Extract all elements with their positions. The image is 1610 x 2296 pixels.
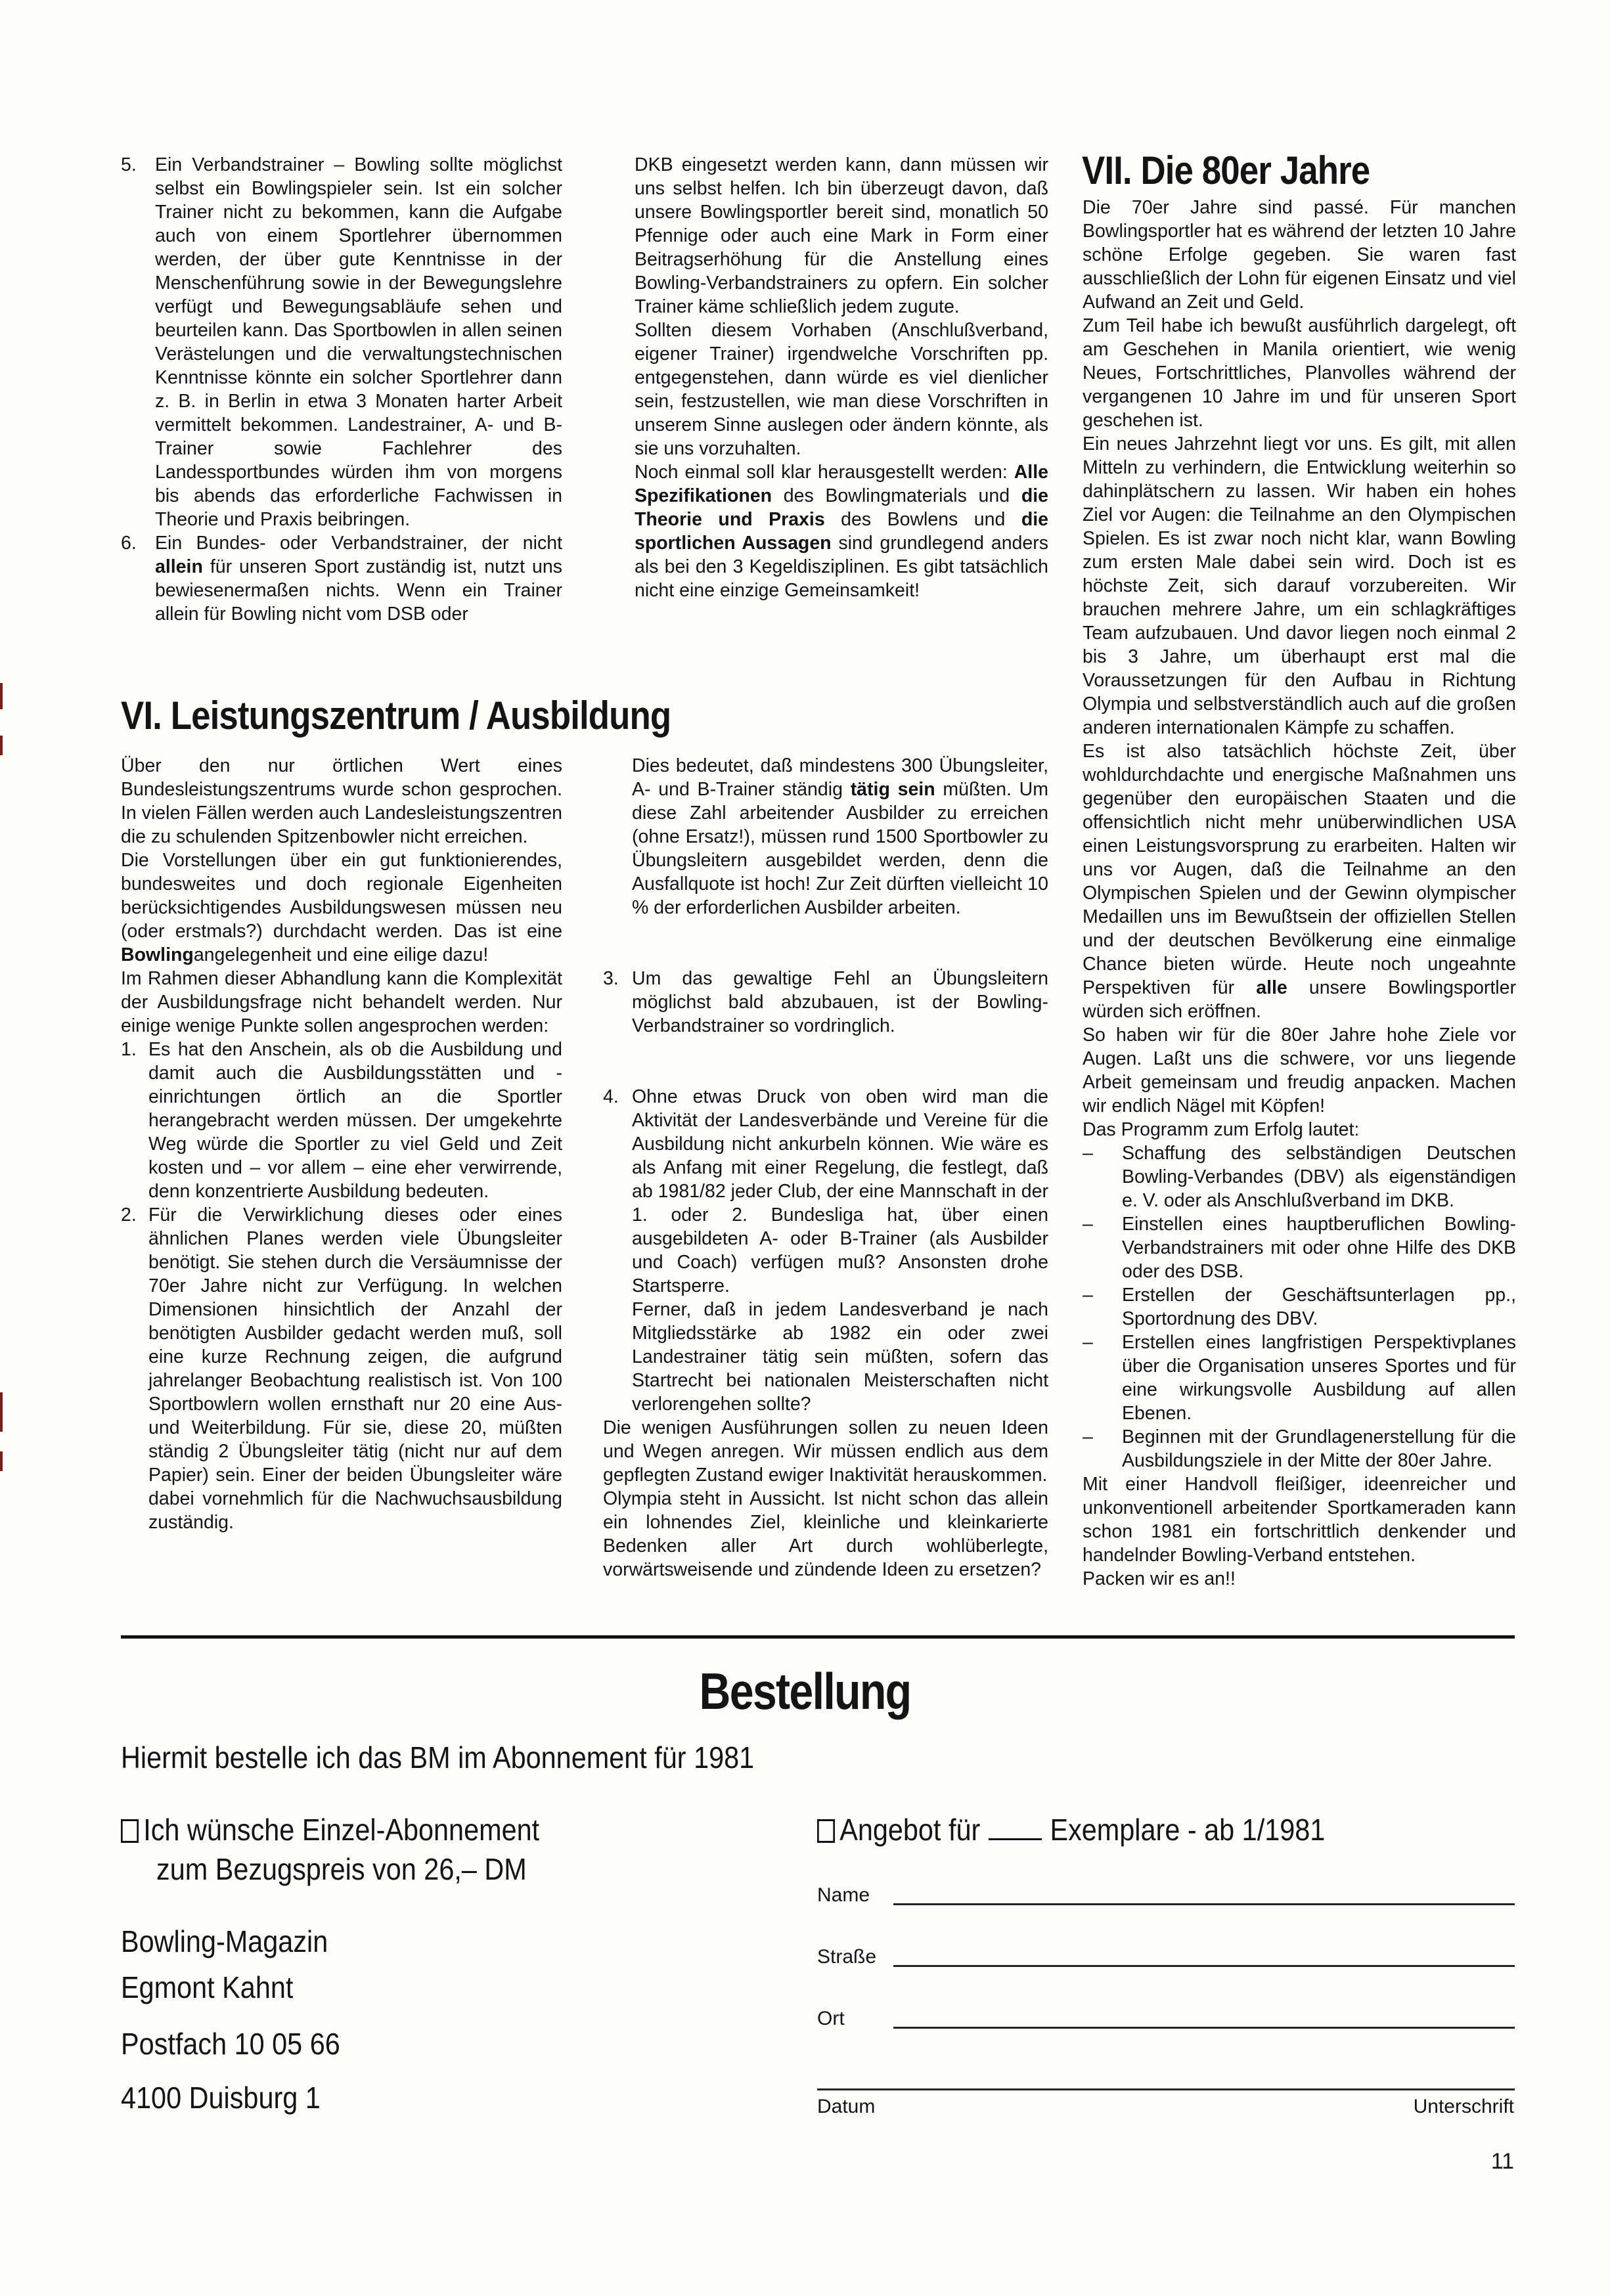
list-number: 3. <box>603 968 619 989</box>
paragraph: Olympia steht in Aussicht. Ist nicht schon das allein ein lohnendes Ziel, kleinliche und kleinkarierte Bedenken aller Art durch wohlüberlegte, vorwärtsweisende und zündende Ideen zu ersetzen? <box>603 1488 1048 1580</box>
text: Die Vorstellungen über ein gut funktionierendes, bundesweites und doch regionale Eigenheiten berücksichtigendes Ausbildungswesen müssen neu (oder erstmals?) durchdacht werden. Das ist eine <box>121 850 562 942</box>
list-item-4 <box>603 1085 1048 1416</box>
option-bulk-offer[interactable] <box>817 1811 1325 1848</box>
list-item-6 <box>121 531 562 626</box>
program-item <box>1083 1141 1516 1212</box>
option-label: Angebot für <box>839 1813 981 1847</box>
column-2-top <box>635 153 1048 602</box>
text: des Bowlingmaterials und <box>772 485 1021 506</box>
list-number: 2. <box>121 1204 137 1225</box>
paragraph: DKB eingesetzt werden kann, dann müssen wir uns selbst helfen. Ich bin überzeugt davon, daß unsere Bowlingsportler bereit sind, monatlich 50 Pfennige oder auch eine Mark in Form einer Beitragserhöhung für die Anstellung eines Bowling-Verbandstrainers zu opfern. Ein solcher Trainer käme schließlich jedem zugute. <box>635 154 1048 317</box>
emphasis: tätig sein <box>850 779 935 800</box>
city-label: Ort <box>817 2008 845 2029</box>
program-item <box>1083 1425 1516 1472</box>
list-item-2 <box>121 1203 562 1534</box>
list-text: Ohne etwas Druck von oben wird man die Aktivität der Landesverbände und Vereine für die Ausbildung nicht ankurbeln können. Wie wäre es als Anfang mit einer Regelung, die festlegt, daß ab 1981/82 jeder Club, der eine Mannschaft in der 1. oder 2. Bundesliga hat, über einen ausgebildeten A- oder B-Trainer (als Ausbilder und Coach) verfügen muß? Ansonsten drohe Startsperre. <box>632 1086 1048 1296</box>
address-line: Egmont Kahnt <box>121 1970 294 2004</box>
list-number: 6. <box>121 533 137 554</box>
street-input-line[interactable] <box>893 1965 1515 1967</box>
section-6-column-1 <box>121 754 562 1534</box>
option-label: Exemplare - ab 1/1981 <box>1050 1813 1326 1847</box>
text: Dies bedeutet, daß mindestens 300 Übungsleiter, A- und B-Trainer ständig <box>632 755 1048 800</box>
dash-bullet: – <box>1083 1143 1093 1164</box>
section-7-heading: VII. Die 80er Jahre <box>1082 148 1370 192</box>
page-number: 11 <box>1490 2149 1514 2174</box>
scan-edge-mark <box>0 1392 3 1432</box>
option-single-subscription[interactable] <box>121 1811 539 1848</box>
paragraph: Die 70er Jahre sind passé. Für manchen Bowlingsportler hat es während der letzten 10 Jahre schöne Erfolge gegeben. Sie waren fast ausschließlich der Lohn für eigenen Einsatz und viel Aufwand an Zeit und Geld. <box>1083 197 1516 313</box>
paragraph: Zum Teil habe ich bewußt ausführlich dargelegt, oft am Geschehen in Manila orientiert, wie wenig Neues, Fortschrittliches, Planvolles während der vergangenen 10 Jahre im und für unseren Sport geschehen ist. <box>1083 315 1516 431</box>
date-signature-line[interactable] <box>817 2088 1515 2090</box>
emphasis: Bowling <box>121 944 194 965</box>
list-number: 4. <box>603 1086 619 1107</box>
program-text: Beginnen mit der Grundlagenerstellung für die Ausbildungsziele in der Mitte der 80er Jahre. <box>1122 1426 1516 1471</box>
list-number: 5. <box>121 154 137 175</box>
name-label: Name <box>817 1884 870 1906</box>
program-item <box>1083 1331 1516 1425</box>
list-item-5 <box>121 153 562 531</box>
text: unsere Bowlingsportler würden sich eröffnen. <box>1083 977 1516 1022</box>
list-text: Um das gewaltige Fehl an Übungsleitern möglichst bald abzubauen, ist der Bowling-Verbandstrainer so vordringlich. <box>632 968 1048 1036</box>
copies-blank-field[interactable] <box>989 1838 1042 1840</box>
program-intro: Das Programm zum Erfolg lautet: <box>1083 1119 1360 1140</box>
list-text: Für die Verwirklichung dieses oder eines ähnlichen Planes werden viele Übungsleiter benötigt. Sie stehen durch die Versäumnisse der 70er Jahre nicht zur Verfügung. In welchen Dimensionen hinsichtlich der Anzahl der benötigten Ausbilder gedacht werden muß, soll eine kurze Rechnung zeigen, die aufgrund jahrelanger Beobachtung realistisch ist. Von 100 Sportbowlern wollen ernsthaft nur 20 eine Aus- und Weiterbildung. Für sie, diese 20, müßten ständig 2 Übungsleiter tätig (nicht nur auf dem Papier) sein. Einer der beiden Übungsleiter wäre dabei vornehmlich für die Nachwuchsausbildung zuständig. <box>148 1204 562 1533</box>
city-input-line[interactable] <box>893 2027 1515 2029</box>
paragraph: Ein neues Jahrzehnt liegt vor uns. Es gilt, mit allen Mitteln zu verhindern, die Entwicklung weiterhin so dahinplätschern zu lassen. Wir haben ein hohes Ziel vor Augen: die Teilnahme an den Olympischen Spielen. Es ist zwar noch nicht klar, wann Bowling zum ersten Male dabei sein wird. Doch ist es höchste Zeit, sich darauf vorzubereiten. Wir brauchen mehrere Jahre, um ein schlagkräftiges Team aufzubauen. Und davor liegen noch einmal 2 bis 3 Jahre, um überhaupt erst mal die Voraussetzungen für den Aufbau in Richtung Olympia und selbstverständlich auch auf die großen anderen internationalen Kämpfe zu schaffen. <box>1083 433 1516 738</box>
dash-bullet: – <box>1083 1285 1093 1306</box>
section-divider <box>121 1635 1515 1639</box>
scan-edge-mark <box>0 1451 3 1471</box>
list-text: für unseren Sport zuständig ist, nutzt uns bewiesenermaßen nichts. Wenn ein Trainer allein für Bowling nicht vom DSB oder <box>155 556 562 625</box>
program-text: Schaffung des selbständigen Deutschen Bowling-Verbandes (DBV) als eigenständigen e. V. oder als Anschlußverband im DKB. <box>1122 1143 1516 1211</box>
dash-bullet: – <box>1083 1332 1093 1353</box>
emphasis: die Theorie und Praxis <box>635 485 1048 530</box>
text: sind grundlegend anders als bei den 3 Kegeldisziplinen. Es gibt tatsächlich nicht eine einzige Gemeinsamkeit! <box>635 533 1048 601</box>
emphasis: allein <box>155 556 203 577</box>
paragraph <box>121 849 562 967</box>
list-text: Ferner, daß in jedem Landesverband je nach Mitgliedsstärke ab 1982 ein oder zwei Landestrainer tätig sein müßten, sofern das Startrecht bei nationalen Meisterschaften nicht verlorengehen sollte? <box>632 1299 1048 1415</box>
address-line: Bowling-Magazin <box>121 1924 328 1958</box>
section-6-column-2 <box>603 754 1048 1581</box>
section-7-column <box>1083 196 1516 1591</box>
list-text: Ein Bundes- oder Verbandstrainer, der nicht <box>155 533 562 554</box>
scan-edge-mark <box>0 736 3 755</box>
dash-bullet: – <box>1083 1214 1093 1235</box>
text: müßten. Um diese Zahl arbeitender Ausbilder zu erreichen (ohne Ersatz!), müssen rund 1500 Sportbowler zu Übungsleitern ausgebildet werden, denn die Ausfallquote ist hoch! Zur Zeit dürften vielleicht 10 % der erforderlichen Ausbilder arbeiten. <box>632 779 1049 918</box>
program-text: Erstellen der Geschäftsunterlagen pp., Sportordnung des DBV. <box>1122 1285 1516 1329</box>
checkbox-single-subscription[interactable] <box>121 1819 139 1843</box>
paragraph <box>635 460 1048 602</box>
paragraph <box>603 754 1048 919</box>
column-1-top <box>121 153 562 626</box>
text: Noch einmal soll klar herausgestellt werden: <box>635 462 1014 483</box>
emphasis: Alle Spezifikationen <box>635 462 1048 506</box>
text: angelegenheit und eine eilige dazu! <box>193 944 489 965</box>
list-text: Ein Verbandstrainer – Bowling sollte möglichst selbst ein Bowlingspieler sein. Ist ein solcher Trainer nicht zu bekommen, kann die Aufgabe auch von einem Sportlehrer übernommen werden, der über gute Kenntnisse in der Menschenführung sowie in der Bewegungslehre verfügt und Bewegungsabläufe sehen und beurteilen kann. Das Sportbowlen in allen seinen Verästelungen und die verwaltungstechnischen Kenntnisse könnte ein solcher Sportlehrer dann z. B. in Berlin in etwa 3 Monaten harter Arbeit vermittelt bekommen. Landestrainer, A- und B-Trainer sowie Fachlehrer des Landessportbundes würden ihm von morgens bis abends das erforderliche Fachwissen in Theorie und Praxis beibringen. <box>155 154 562 530</box>
text: des Bowlens und <box>824 509 1021 530</box>
option-label: Ich wünsche Einzel-Abonnement <box>143 1813 540 1847</box>
order-intro: Hiermit bestelle ich das BM im Abonnement für 1981 <box>121 1740 755 1775</box>
paragraph: So haben wir für die 80er Jahre hohe Ziele vor Augen. Laßt uns die schwere, vor uns liegende Arbeit gemeinsam und freudig anpacken. Machen wir endlich Nägel mit Köpfen! <box>1083 1025 1516 1116</box>
list-item-1 <box>121 1038 562 1203</box>
section-6-heading: VI. Leistungszentrum / Ausbildung <box>121 694 671 738</box>
program-text: Erstellen eines langfristigen Perspektivplanes über die Organisation unseres Sportes und für eine wirkungsvolle Ausbildung auf allen Ebenen. <box>1122 1332 1516 1424</box>
paragraph <box>1083 740 1516 1023</box>
emphasis: alle <box>1256 977 1287 998</box>
program-text: Einstellen eines hauptberuflichen Bowling-Verbandstrainers mit oder ohne Hilfe des DKB oder des DSB. <box>1122 1214 1516 1282</box>
program-item <box>1083 1283 1516 1331</box>
list-item-3 <box>603 967 1048 1038</box>
paragraph: Packen wir es an!! <box>1083 1568 1236 1589</box>
checkbox-bulk-offer[interactable] <box>817 1819 835 1843</box>
address-line: 4100 Duisburg 1 <box>121 2081 321 2115</box>
paragraph: Sollten diesem Vorhaben (Anschlußverband, eigener Trainer) irgendwelche Vorschriften pp. entgegenstehen, dann würde es viel dienlicher sein, festzustellen, wie man diese Vorschriften in unserem Sinne auslegen oder ändern könnte, als sie uns vorzuhalten. <box>635 320 1048 459</box>
signature-label: Unterschrift <box>1413 2096 1514 2117</box>
scan-edge-mark <box>0 683 3 709</box>
name-input-line[interactable] <box>893 1903 1515 1905</box>
dash-bullet: – <box>1083 1426 1093 1447</box>
order-form-title: Bestellung <box>699 1662 911 1720</box>
list-number: 1. <box>121 1039 137 1060</box>
address-line: Postfach 10 05 66 <box>121 2027 340 2061</box>
paragraph: Mit einer Handvoll fleißiger, ideenreicher und unkonventionell arbeitender Sportkameraden kann schon 1981 ein fortschrittlich denkender und handelnder Bowling-Verband entstehen. <box>1083 1474 1516 1566</box>
paragraph: Die wenigen Ausführungen sollen zu neuen Ideen und Wegen anregen. Wir müssen endlich aus dem gepflegten Zustand ewiger Inaktivität herauskommen. <box>603 1417 1048 1486</box>
paragraph: Im Rahmen dieser Abhandlung kann die Komplexität der Ausbildungsfrage nicht behandelt werden. Nur einige wenige Punkte sollen angesprochen werden: <box>121 968 562 1036</box>
program-item <box>1083 1212 1516 1283</box>
street-label: Straße <box>817 1946 877 1968</box>
emphasis: die sportlichen Aussagen <box>635 509 1048 554</box>
option-price-line: zum Bezugspreis von 26,– DM <box>156 1852 527 1886</box>
date-label: Datum <box>817 2096 876 2117</box>
paragraph: Über den nur örtlichen Wert eines Bundesleistungszentrums wurde schon gesprochen. In vielen Fällen werden auch Landesleistungszentren die zu schulenden Spitzenbowler nicht erreichen. <box>121 755 562 847</box>
text: Es ist also tatsächlich höchste Zeit, über wohldurchdachte und energische Maßnahmen uns gegenüber den europäischen Staaten und die offensichtlich nicht mehr unüberwindlichen USA einen Leistungsvorsprung zu erarbeiten. Halten wir uns vor Augen, daß die Teilnahme an den Olympischen Spielen und der Gewinn olympischer Medaillen uns im Bewußtsein der offiziellen Stellen und der deutschen Bevölkerung eine einmalige Chance bieten würde. Heute noch ungeahnte Perspektiven für <box>1083 741 1516 998</box>
list-text: Es hat den Anschein, als ob die Ausbildung und damit auch die Ausbildungsstätten und -einrichtungen örtlich an die Sportler herangebracht werden müssen. Der umgekehrte Weg würde die Sportler zu viel Geld und Zeit kosten und – vor allem – eine eher verwirrende, denn konzentrierte Ausbildung bedeuten. <box>148 1039 562 1202</box>
